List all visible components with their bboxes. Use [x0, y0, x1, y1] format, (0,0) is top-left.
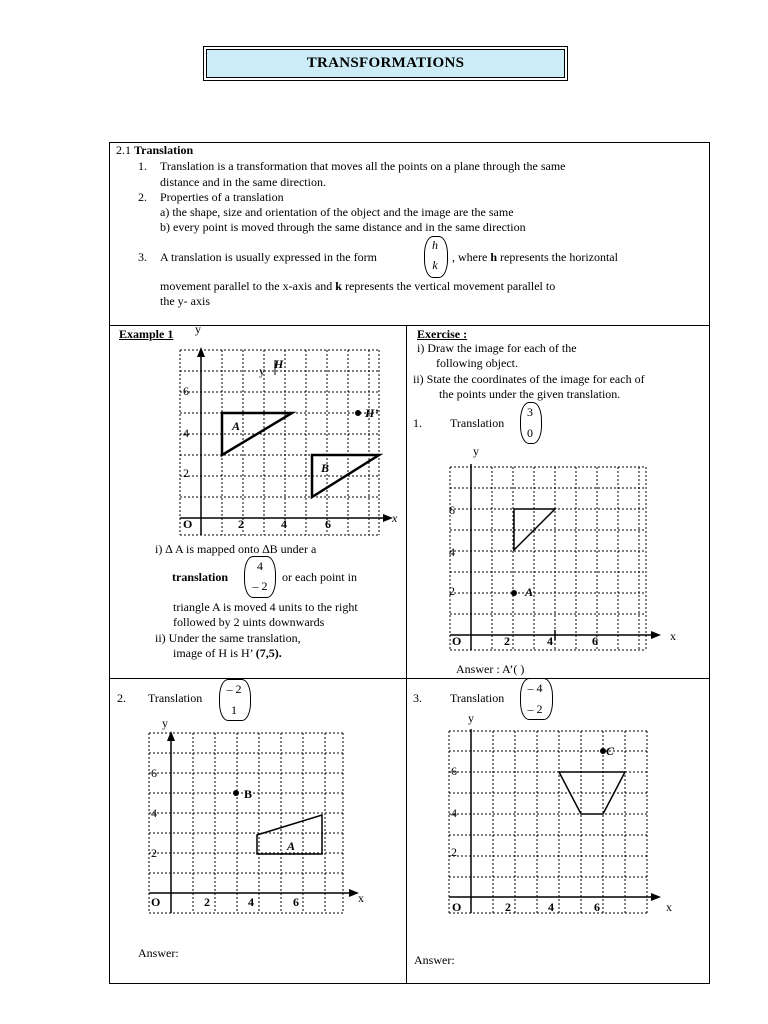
q2-translation: Translation — [148, 691, 203, 705]
exercise-ii-1: ii) State the coordinates of the image for each of — [413, 372, 645, 386]
q2-label-a: A — [287, 839, 296, 853]
title-box — [203, 46, 568, 81]
q1-x-arrow-icon — [651, 631, 661, 639]
q3-origin: O — [452, 900, 462, 914]
bold-h: h — [490, 250, 498, 264]
q1-grid — [450, 467, 646, 650]
y-tick-6: 6 — [183, 384, 189, 398]
section-title: Translation — [134, 143, 194, 157]
q1-graph — [445, 462, 670, 657]
example-1-line-i: i) ∆ A is mapped onto ∆B under a — [155, 542, 317, 556]
q1-y-tick-4: 4 — [449, 545, 455, 559]
point-1-number: 1. — [138, 159, 147, 173]
q2-y-tick-2: 2 — [151, 846, 157, 860]
q1-x-tick-6: 6 — [592, 634, 598, 648]
example-1-line-ii: ii) Under the same translation, — [155, 631, 301, 645]
q2-graph — [145, 729, 370, 919]
q1-origin: O — [452, 634, 462, 648]
bold-k: k — [335, 279, 342, 293]
q3-graph — [445, 727, 670, 919]
q1-point-a — [511, 590, 517, 596]
point-1-line1: Translation is a transformation that moves all the points on a plane through the same — [160, 159, 566, 173]
point-2b: b) every point is moved through the same distance and in the same direction — [160, 220, 526, 234]
q2-label-b: B — [244, 787, 253, 801]
example-1-line-i-post: or each point in — [282, 570, 357, 584]
q3-answer: Answer: — [414, 953, 455, 967]
y-tick-4: 4 — [183, 426, 189, 440]
origin-label: O — [183, 517, 193, 531]
point-3-line2-post: represents the vertical movement parallel to — [344, 279, 556, 293]
point-3-number: 3. — [138, 250, 147, 264]
q1-answer: Answer : A’( ) — [456, 662, 525, 676]
q1-vector-top: 3 — [527, 405, 533, 419]
q3-label-c: C — [606, 744, 615, 758]
q1-x-tick-2: 2 — [504, 634, 510, 648]
exercise-label: Exercise : — [417, 327, 468, 341]
x-tick-4: 4 — [281, 517, 287, 531]
exercise-ii-2: the points under the given translation. — [439, 387, 621, 401]
point-3-horizontal: represents the horizontal — [497, 250, 618, 264]
example-1-inner-y-label: y — [259, 364, 265, 378]
q1-x-tick-4: 4 — [547, 634, 553, 648]
image-of-h-answer: (7,5). — [255, 646, 282, 660]
q2-point-b — [233, 790, 239, 796]
q2-answer: Answer: — [138, 946, 179, 960]
example-vector-top: 4 — [257, 559, 263, 573]
row-divider-2 — [109, 678, 709, 679]
point-2-line1: Properties of a translation — [160, 190, 284, 204]
q3-y-label: y — [468, 711, 474, 725]
q2-x-tick-2: 2 — [204, 895, 210, 909]
label-h-prime: H’ — [365, 406, 379, 420]
q2-x-tick-6: 6 — [293, 895, 299, 909]
q1-number: 1. — [413, 416, 422, 430]
point-3-line3: the y- axis — [160, 294, 210, 308]
vector-k: k — [432, 258, 438, 272]
page-title: TRANSFORMATIONS — [306, 55, 465, 71]
q3-y-tick-2: 2 — [451, 845, 457, 859]
q2-y-tick-6: 6 — [151, 766, 157, 780]
point-h-prime — [355, 410, 361, 416]
q2-x-tick-4: 4 — [248, 895, 254, 909]
q3-number: 3. — [413, 691, 422, 705]
q3-x-tick-2: 2 — [505, 900, 511, 914]
q3-x-arrow-icon — [651, 893, 661, 901]
q3-vector-top: – 4 — [527, 681, 543, 695]
label-triangle-b: B — [321, 461, 330, 475]
point-3-where: , where — [452, 250, 488, 264]
example-1-line-ii-2 — [173, 646, 282, 660]
q3-x-label: x — [666, 900, 672, 914]
point-3-line2 — [160, 279, 555, 293]
x-tick-6: 6 — [325, 517, 331, 531]
q3-trapezium — [559, 772, 625, 814]
point-3-before: A translation is usually expressed in the form — [160, 250, 377, 264]
q2-x-label: x — [358, 891, 364, 905]
q3-x-tick-6: 6 — [594, 900, 600, 914]
point-3-after — [452, 250, 618, 264]
q2-number: 2. — [117, 691, 126, 705]
point-2-number: 2. — [138, 190, 147, 204]
q1-y-tick-2: 2 — [449, 584, 455, 598]
q2-y-tick-4: 4 — [151, 806, 157, 820]
example-vector-bottom: – 2 — [252, 579, 268, 593]
x-axis-label: x — [392, 511, 398, 525]
q3-translation: Translation — [450, 691, 505, 705]
q3-grid — [449, 731, 647, 913]
point-3-line2-pre: movement parallel to the x-axis and — [160, 279, 333, 293]
point-2a: a) the shape, size and orientation of the object and the image are the same — [160, 205, 514, 219]
q2-origin: O — [151, 895, 161, 909]
q3-y-tick-6: 6 — [451, 764, 457, 778]
q2-vector-bottom: 1 — [231, 703, 237, 717]
example-1-line-i-3: triangle A is moved 4 units to the right — [173, 600, 358, 614]
q1-vector-bottom: 0 — [527, 426, 533, 440]
q2-grid — [149, 733, 343, 913]
q3-y-tick-4: 4 — [451, 806, 457, 820]
column-divider — [406, 325, 407, 983]
q3-vector-bottom: – 2 — [527, 702, 543, 716]
q1-x-label: x — [670, 629, 676, 643]
example-1-top-y-label: y — [195, 322, 201, 336]
section-number: 2.1 — [116, 143, 131, 157]
q2-y-label: y — [162, 716, 168, 730]
image-of-h-text: image of H is H’ — [173, 646, 253, 660]
exercise-i-2: following object. — [436, 356, 518, 370]
label-triangle-a: A — [232, 419, 241, 433]
q2-vector-top: – 2 — [226, 682, 242, 696]
q3-x-tick-4: 4 — [548, 900, 554, 914]
q1-translation: Translation — [450, 416, 505, 430]
x-tick-2: 2 — [238, 517, 244, 531]
example-1-line-i-4: followed by 2 uints downwards — [173, 615, 325, 629]
grid — [180, 350, 379, 535]
example-1-label: Example 1 — [119, 327, 174, 341]
vector-h: h — [432, 238, 438, 252]
y-axis-arrow-icon — [197, 347, 205, 357]
y-tick-2: 2 — [183, 466, 189, 480]
section-heading — [116, 143, 193, 157]
label-h: H — [274, 357, 284, 371]
q1-y-tick-6: 6 — [449, 503, 455, 517]
example-1-graph — [175, 345, 400, 540]
point-1-line2: distance and in the same direction. — [160, 175, 326, 189]
translation-word: translation — [172, 570, 229, 584]
exercise-i-1: i) Draw the image for each of the — [417, 341, 577, 355]
q1-label-a: A — [525, 585, 534, 599]
q1-y-label: y — [473, 444, 479, 458]
